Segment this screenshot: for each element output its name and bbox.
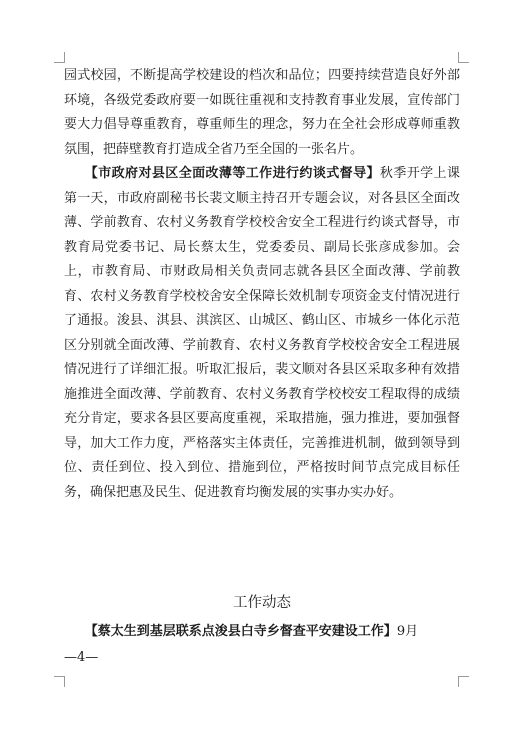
section-title: 工作动态 <box>233 595 291 611</box>
body-text <box>64 64 460 505</box>
crop-mark-bottom-right <box>458 676 469 687</box>
crop-mark-top-right <box>458 52 469 63</box>
news-item-headline-2: 【蔡太生到基层联系点浚县白寺乡督查平安建设工作】 <box>84 624 397 639</box>
news-item-headline: 【市政府对县区全面改薄等工作进行约谈式督导】 <box>84 166 380 181</box>
crop-mark-bottom-left <box>54 676 65 687</box>
page-number: —4— <box>64 650 99 665</box>
paragraph-continued: 园式校园，不断提高学校建设的档次和品位；四要持续营造良好外部环境，各级党委政府要一如既往重视和支持教育事业发展，宣传部门要大力倡导尊重教育，尊重师生的理念，努力在全社会形成尊师重教氛围，把薛壁教育打造成全省乃至全国的一张名片。 <box>64 68 460 157</box>
crop-mark-top-left <box>54 52 65 63</box>
news-item-body: 秋季开学上课第一天，市政府副秘书长裴文顺主持召开专题会议，对各县区全面改薄、学前教育、农村义务教育学校校舍安全工程进行约谈式督导，市教育局党委书记、局长蔡太生，党委委员、副局长张彦成参加。会上，市教育局、市财政局相关负责同志就各县区全面改薄、学前教育、农村义务教育学校校舍安全保障长效机制专项资金支付情况进行了通报。浚县、淇县、淇滨区、山城区、鹤山区、市城乡一体化示范区分别就全面改薄、学前教育、农村义务教育学校校舍安全工程进展情况进行了详细汇报。听取汇报后，裴文顺对各县区采取多种有效措施推进全面改薄、学前教育、农村义务教育学校校安工程取得的成绩充分肯定，要求各县区要高度重视，采取措施，强力推进，要加强督导，加大工作力度，严格落实主体责任，完善推进机制，做到领导到位、责任到位、投入到位、措施到位，严格按时间节点完成目标任务，确保把惠及民生、促进教育均衡发展的实事办实办好。 <box>64 166 460 500</box>
news-item-paragraph-2 <box>64 620 460 645</box>
news-item-paragraph <box>64 162 460 505</box>
news-item-body-2: 9月 <box>396 624 419 639</box>
